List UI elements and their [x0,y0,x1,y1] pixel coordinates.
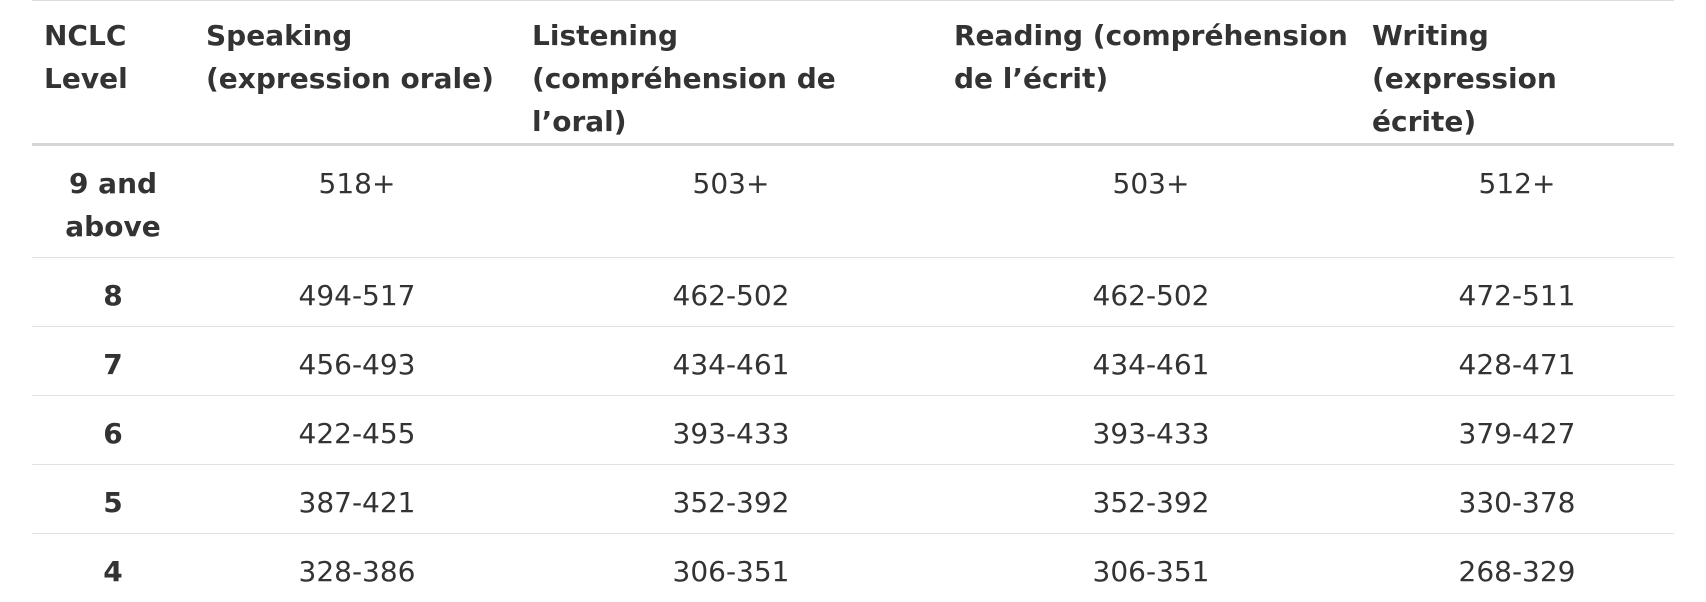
table-header [32,1,1674,145]
writing-score-cell: 512+ [1360,145,1674,258]
table-row [32,145,1674,258]
speaking-score-cell: 422-455 [194,396,520,465]
writing-score-cell: 379-427 [1360,396,1674,465]
writing-score-cell: 428-471 [1360,327,1674,396]
header-writing: Writing (expression écrite) [1360,1,1674,145]
listening-score-cell: 352-392 [520,465,942,534]
table-row [32,396,1674,465]
table-row [32,534,1674,602]
header-reading: Reading (compréhension de l’écrit) [942,1,1360,145]
writing-score-cell: 268-329 [1360,534,1674,602]
nclc-level-cell: 5 [32,465,194,534]
speaking-score-cell: 456-493 [194,327,520,396]
score-conversion-table-container [32,0,1674,602]
reading-score-cell: 306-351 [942,534,1360,602]
header-speaking: Speaking (expression orale) [194,1,520,145]
speaking-score-cell: 494-517 [194,258,520,327]
header-row [32,1,1674,145]
nclc-level-cell: 6 [32,396,194,465]
listening-score-cell: 462-502 [520,258,942,327]
nclc-score-table [32,0,1674,602]
writing-score-cell: 472-511 [1360,258,1674,327]
listening-score-cell: 503+ [520,145,942,258]
header-listening: Listening (compréhension de l’oral) [520,1,942,145]
listening-score-cell: 434-461 [520,327,942,396]
listening-score-cell: 306-351 [520,534,942,602]
reading-score-cell: 352-392 [942,465,1360,534]
table-body [32,145,1674,602]
speaking-score-cell: 387-421 [194,465,520,534]
speaking-score-cell: 328-386 [194,534,520,602]
table-row [32,258,1674,327]
nclc-level-cell: 9 and above [32,145,194,258]
header-nclc-level: NCLC Level [32,1,194,145]
reading-score-cell: 503+ [942,145,1360,258]
reading-score-cell: 434-461 [942,327,1360,396]
table-row [32,327,1674,396]
nclc-level-cell: 7 [32,327,194,396]
nclc-level-cell: 4 [32,534,194,602]
speaking-score-cell: 518+ [194,145,520,258]
reading-score-cell: 462-502 [942,258,1360,327]
table-row [32,465,1674,534]
nclc-level-cell: 8 [32,258,194,327]
reading-score-cell: 393-433 [942,396,1360,465]
listening-score-cell: 393-433 [520,396,942,465]
writing-score-cell: 330-378 [1360,465,1674,534]
